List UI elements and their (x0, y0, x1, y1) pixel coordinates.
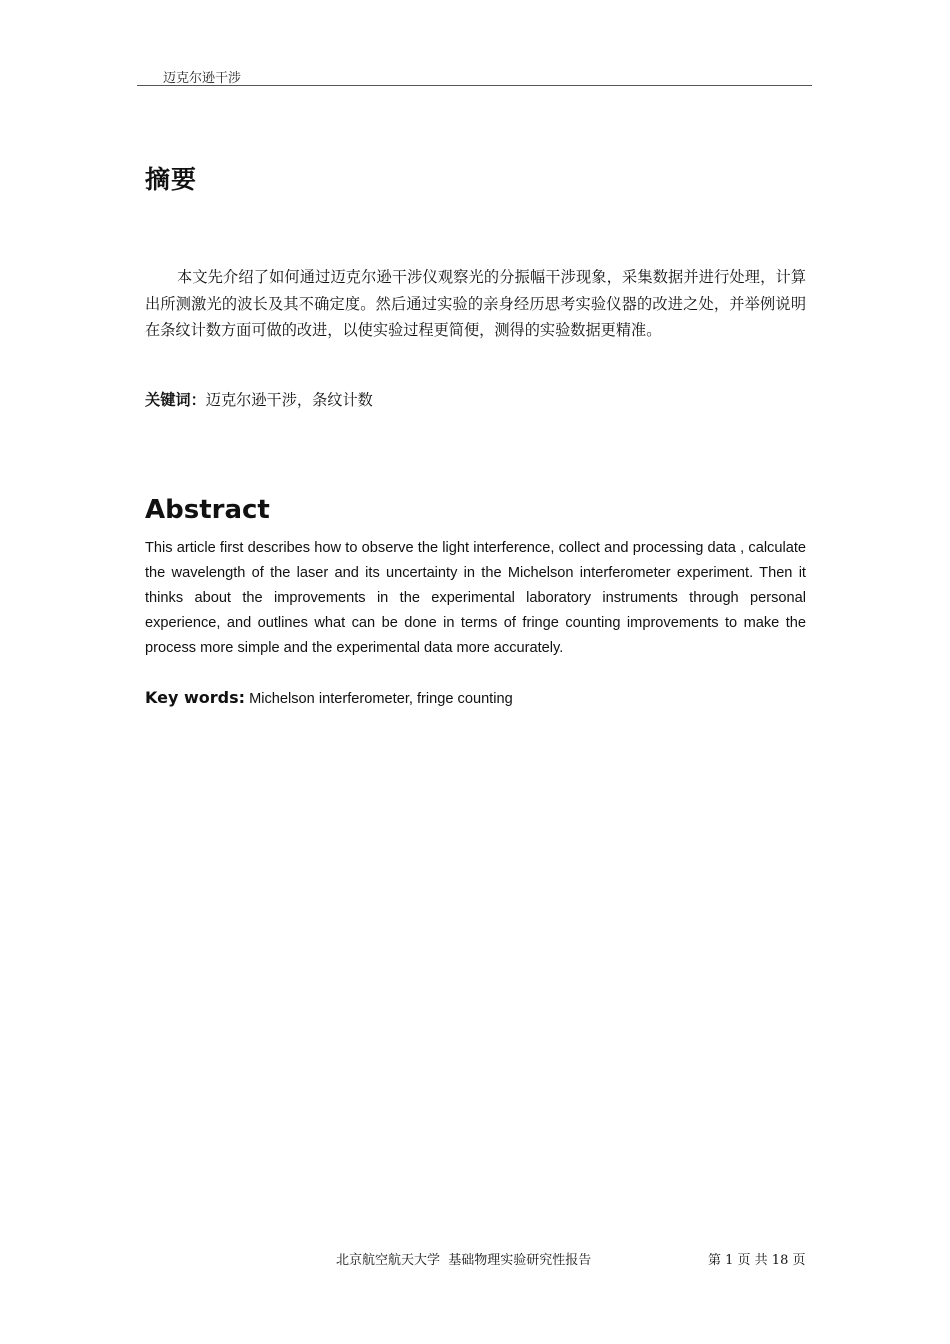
footer-institution: 北京航空航天大学 基础物理实验研究性报告 (336, 1253, 592, 1268)
running-title: 迈克尔逊干涉 (163, 71, 242, 86)
english-keywords-value: Michelson interferometer, fringe counting (249, 691, 513, 707)
english-abstract-text: This article first describes how to observe the light interference, collect and processing data , calculate the wavelength of the laser and its uncertainty in the Michelson interferometer experiment. Then it thinks about the improvements in the experimental laboratory instruments through personal experience, and outlines what can be done in terms of fringe counting improvements to make the process more simple and the experimental data more accurately. (145, 540, 806, 656)
english-keywords (145, 688, 513, 707)
chinese-abstract-text: 本文先介绍了如何通过迈克尔逊干涉仪观察光的分振幅干涉现象，采集数据并进行处理，计算出所测激光的波长及其不确定度。然后通过实验的亲身经历思考实验仪器的改进之处，并举例说明在条纹计数方面可做的改进，以使实验过程更简便，测得的实验数据更精准。 (145, 268, 806, 339)
english-abstract-title: Abstract (145, 495, 270, 525)
running-header (137, 66, 812, 86)
chinese-keywords-label: 关键词： (145, 391, 206, 409)
chinese-keywords-value: 迈克尔逊干涉，条纹计数 (205, 391, 373, 409)
chinese-keywords (145, 389, 373, 410)
english-keywords-label: Key words: (145, 688, 246, 707)
running-footer (0, 1249, 950, 1269)
chinese-abstract-title: 摘要 (145, 165, 198, 194)
footer-page-number: 第 1 页 共 18 页 (708, 1253, 806, 1268)
